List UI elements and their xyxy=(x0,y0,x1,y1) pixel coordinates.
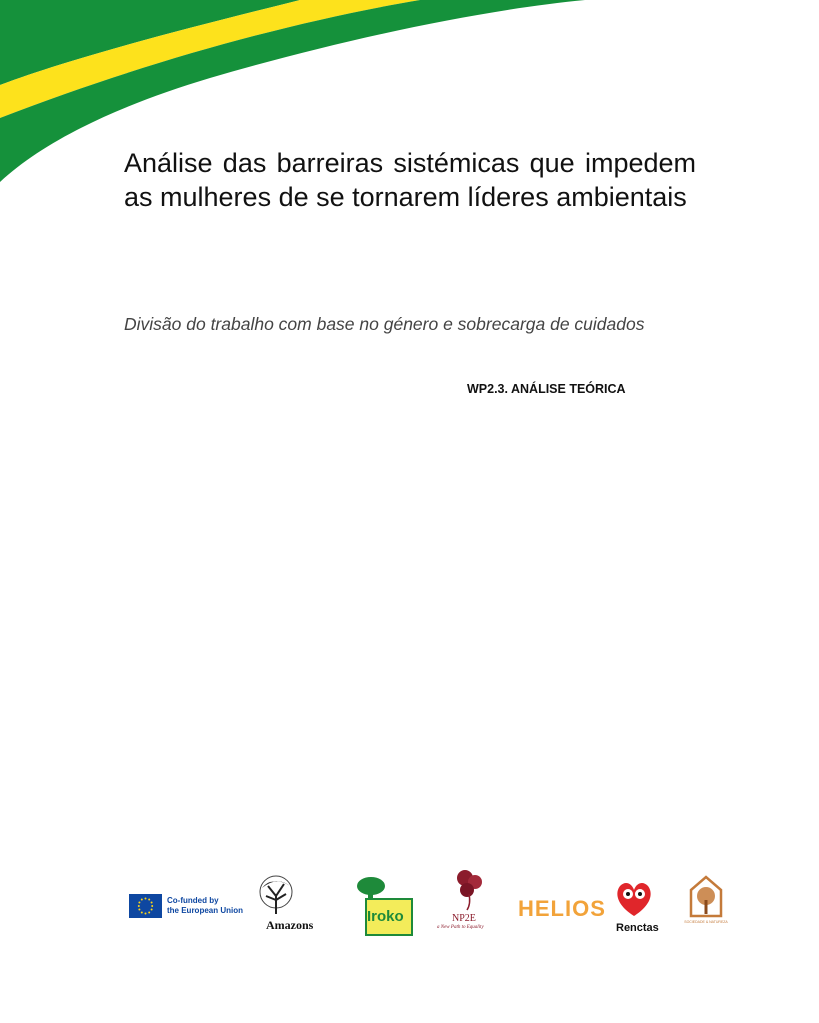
animal-icon xyxy=(612,876,656,920)
eu-cofunded-logo xyxy=(129,894,243,918)
partner-logos xyxy=(0,860,819,940)
work-package-label: WP2.3. ANÁLISE TEÓRICA xyxy=(467,382,626,396)
amazons-logo xyxy=(252,874,332,934)
eu-flag-icon xyxy=(129,894,162,918)
flower-icon xyxy=(451,868,491,912)
np2e-label: NP2E xyxy=(452,913,476,924)
eu-text-line1: Co-funded by xyxy=(167,896,219,905)
renctas-label: Renctas xyxy=(616,922,659,934)
helios-logo: HELIOS xyxy=(518,896,606,921)
tree-icon xyxy=(252,874,332,920)
np2e-tagline: a New Path to Equality xyxy=(437,925,484,930)
iroko-label: Iroko xyxy=(367,908,404,925)
renctas-logo xyxy=(612,876,658,940)
eu-text-line2: the European Union xyxy=(167,906,243,915)
house-tree-icon xyxy=(688,874,724,918)
sociedade-natureza-logo xyxy=(684,874,728,934)
np2e-logo xyxy=(437,868,501,936)
document-title: Análise das barreiras sistémicas que impedem as mulheres de se tornarem líderes ambientais xyxy=(124,148,696,212)
amazons-label: Amazons xyxy=(266,918,314,932)
document-subtitle: Divisão do trabalho com base no género e sobrecarga de cuidados xyxy=(124,314,645,334)
sociedade-natureza-label: SOCIEDADE & NATUREZA xyxy=(684,920,728,924)
iroko-logo xyxy=(355,876,415,938)
